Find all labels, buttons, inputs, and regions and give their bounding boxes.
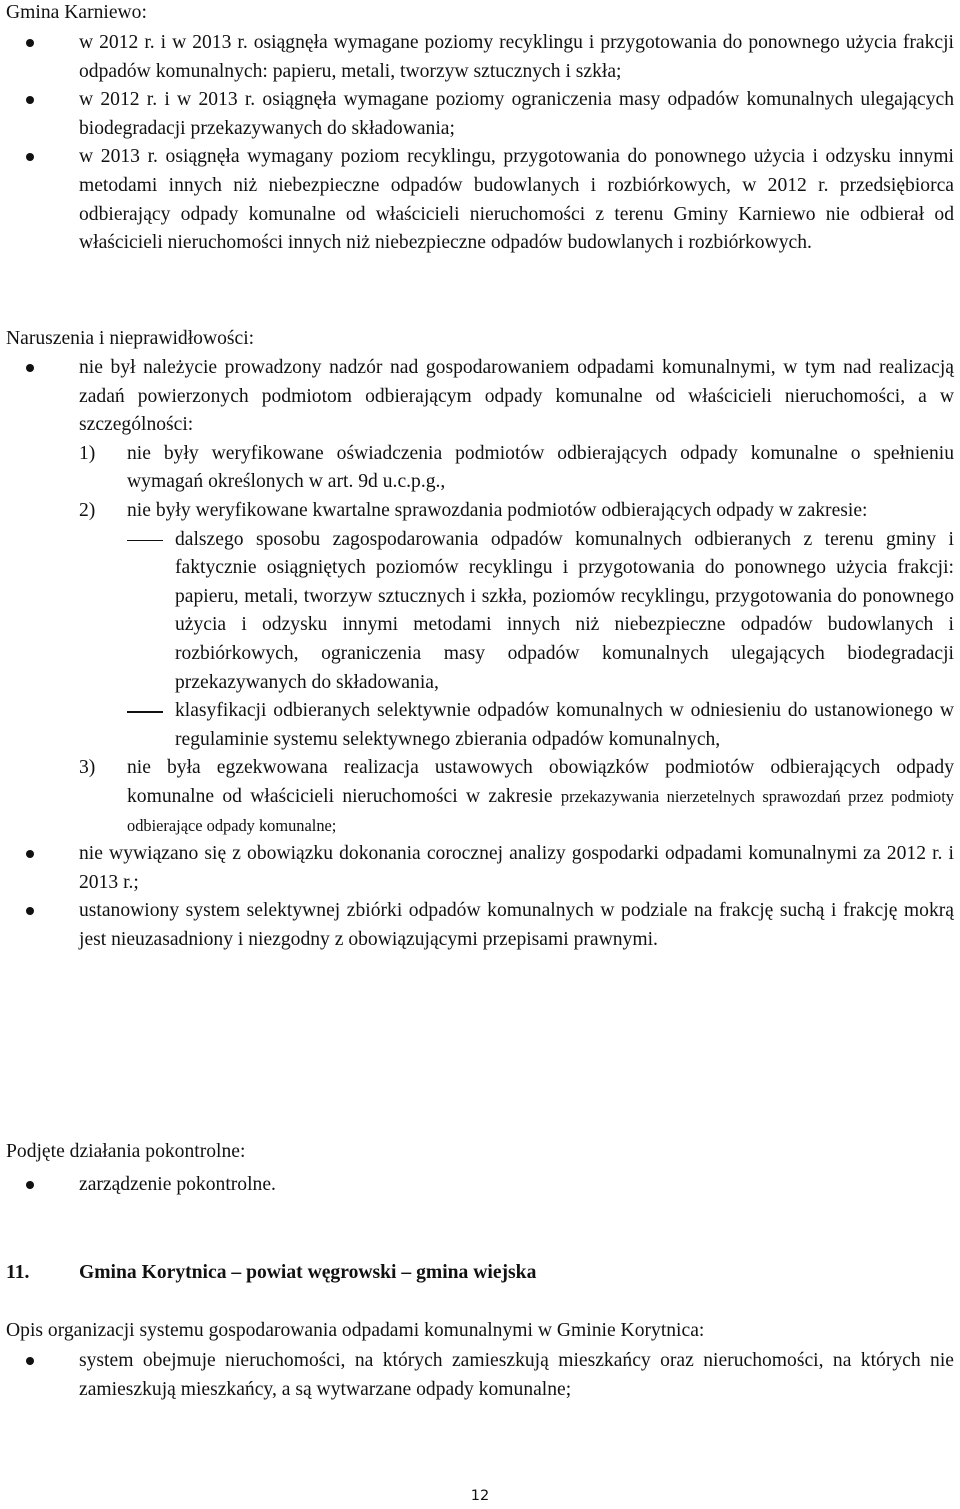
numbered-item-text: nie były weryfikowane kwartalne sprawozdania podmiotów odbierających odpady w zakresie: [127,499,868,521]
achievements-list [6,29,954,258]
irregularity-item: ustanowiony system selektywnej zbiórki odpadów komunalnych w podziale na frakcję suchą i frakcję mokrą jest nieuzasadniony i niezgodny z obowiązującymi przepisami prawnymi. [6,897,954,954]
followup-item: zarządzenie pokontrolne. [6,1171,954,1200]
numbered-item-label: 2) [79,499,96,521]
irregularity-item: nie wywiązano się z obowiązku dokonania corocznej analizy gospodarki odpadami komunalnymi za 2012 r. i 2013 r.; [6,840,954,897]
dash-item: klasyfikacji odbieranych selektywnie odpadów komunalnych w odniesieniu do ustanowionego w regulaminie systemu selektywnego zbierania odpadów komunalnych, [127,697,954,754]
numbered-item-text: nie były weryfikowane oświadczenia podmiotów odbierających odpady komunalne o spełnieniu wymagań określonych w art. 9d u.c.p.g., [127,442,954,493]
system-item: system obejmuje nieruchomości, na których zamieszkują mieszkańcy oraz nieruchomości, na których nie zamieszkują mieszkańcy, a są wytwarzane odpady komunalne; [6,1347,954,1404]
section-title-text: Gmina Korytnica – powiat węgrowski – gmina wiejska [79,1262,537,1283]
numbered-item [79,497,954,754]
achievement-item: w 2012 r. i w 2013 r. osiągnęła wymagane poziomy ograniczenia masy odpadów komunalnych ulegających biodegradacji przekazywanych do składowania; [6,86,954,143]
dash-item: dalszego sposobu zagospodarowania odpadów komunalnych odbieranych z terenu gminy i faktycznie osiągniętych poziomów recyklingu i przygotowania do ponownego użycia frakcji: papieru, metali, tworzyw sztucznych i szkła, poziomów recyklingu, przygotowania do ponownego użycia i odzysku innymi metodami innych niż niebezpieczne odpadów budowlanych i rozbiórkowych, ograniczenia masy odpadów komunalnych ulegających biodegradacji przekazywanych do składowania, [127,526,954,698]
numbered-item [79,754,954,840]
achievement-item: w 2013 r. osiągnęła wymagany poziom recyklingu, przygotowania do ponownego użycia i odzysku innymi metodami innych niż niebezpieczne odpadów budowlanych i rozbiórkowych, w 2012 r. przedsiębiorca odbierający odpady komunalne od właścicieli nieruchomości z terenu Gminy Karniewo nie odbierał od właścicieli nieruchomości innych niż niebezpieczne odpadów budowlanych i rozbiórkowych. [6,143,954,257]
section-heading-karniewo: Gmina Karniewo: [6,2,147,23]
irregularity-item [6,354,954,840]
irregularities-list [6,354,954,954]
numbered-item-text-small: przekazywania nierzetelnych sprawozdań przez podmioty odbierające odpady komunalne; [127,786,954,835]
dash-list [127,526,954,755]
followup-list [6,1171,954,1200]
achievement-item: w 2012 r. i w 2013 r. osiągnęła wymagane poziomy recyklingu i przygotowania do ponownego użycia frakcji odpadów komunalnych: papieru, metali, tworzyw sztucznych i szkła; [6,29,954,86]
followup-heading: Podjęte działania pokontrolne: [6,1141,246,1162]
irregularities-heading: Naruszenia i nieprawidłowości: [6,328,255,349]
system-heading: Opis organizacji systemu gospodarowania odpadami komunalnymi w Gminie Korytnica: [6,1320,705,1341]
irregularity-text: nie był należycie prowadzony nadzór nad gospodarowaniem odpadami komunalnymi, w tym nad realizacją zadań powierzonych podmiotom odbierającym odpady komunalne od właścicieli nieruchomości, a w szczególności: [79,357,954,436]
numbered-item-label: 3) [79,757,96,779]
section-number: 11. [6,1262,30,1283]
section-title-korytnica [6,1259,954,1288]
numbered-item-text: nie była egzekwowana realizacja ustawowych obowiązków podmiotów odbierających odpady komunalne od właścicieli nieruchomości w zakresie [127,757,954,807]
system-list [6,1347,954,1404]
page-number: 12 [470,1488,490,1504]
numbered-item-label: 1) [79,442,96,464]
numbered-item [79,440,954,497]
numbered-list [79,440,954,840]
